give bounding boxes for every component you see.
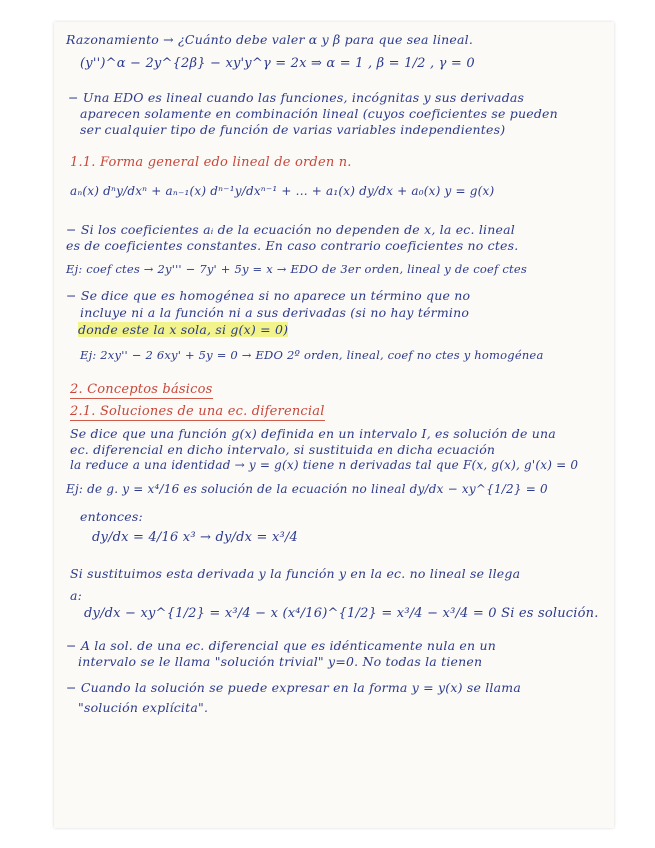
text-line: Se dice que una función g(x) definida en un intervalo I, es solución de una bbox=[70, 426, 556, 441]
text-line: incluye ni a la función ni a sus derivadas (si no hay término bbox=[80, 305, 470, 320]
equation-line: aₙ(x) dⁿy/dxⁿ + aₙ₋₁(x) dⁿ⁻¹y/dxⁿ⁻¹ + ... + a₁(x) dy/dx + a₀(x) y = g(x) bbox=[70, 184, 495, 198]
equation-line: dy/dx − xy^{1/2} = x³/4 − x (x⁴/16)^{1/2} = x³/4 − x³/4 = 0 Si es solución. bbox=[84, 606, 599, 621]
text-line: es de coeficientes constantes. En caso contrario coeficientes no ctes. bbox=[66, 238, 519, 253]
subsection-heading: 2.1. Soluciones de una ec. diferencial bbox=[70, 404, 325, 419]
section-heading: 1.1. Forma general edo lineal de orden n. bbox=[70, 155, 352, 170]
example-line: Ej: de g. y = x⁴/16 es solución de la ecuación no lineal dy/dx − xy^{1/2} = 0 bbox=[66, 482, 548, 496]
example-line: Ej: coef ctes → 2y''' − 7y' + 5y = x → EDO de 3er orden, lineal y de coef ctes bbox=[66, 262, 527, 276]
text-line: − Una EDO es lineal cuando las funciones, incógnitas y sus derivadas bbox=[68, 90, 525, 105]
example-line: Ej: 2xy'' − 2 6xy' + 5y = 0 → EDO 2º orden, lineal, coef no ctes y homogénea bbox=[80, 348, 544, 362]
text-line: − A la sol. de una ec. diferencial que es idénticamente nula en un bbox=[66, 638, 496, 653]
text-line: Si sustituimos esta derivada y la función y en la ec. no lineal se llega bbox=[70, 566, 521, 581]
text-line: entonces: bbox=[80, 509, 143, 524]
text-line: intervalo se le llama "solución trivial" y=0. No todas la tienen bbox=[78, 654, 483, 669]
text-line: − Si los coeficientes aᵢ de la ecuación no dependen de x, la ec. lineal bbox=[66, 222, 515, 237]
text-line: − Se dice que es homogénea si no aparece un término que no bbox=[66, 288, 471, 303]
text-line: la reduce a una identidad → y = g(x) tiene n derivadas tal que F(x, g(x), g'(x) = 0 bbox=[70, 458, 579, 472]
text-line: ser cualquier tipo de función de varias variables independientes) bbox=[80, 122, 506, 137]
text-line: a: bbox=[70, 588, 83, 603]
text-line: "solución explícita". bbox=[78, 700, 209, 715]
text-line: ec. diferencial en dicho intervalo, si sustituida en dicha ecuación bbox=[70, 442, 496, 457]
section-heading: 2. Conceptos básicos bbox=[70, 382, 213, 397]
text-line: Razonamiento → ¿Cuánto debe valer α y β para que sea lineal. bbox=[66, 32, 474, 47]
equation-line: dy/dx = 4/16 x³ → dy/dx = x³/4 bbox=[92, 530, 298, 545]
text-line: aparecen solamente en combinación lineal (cuyos coeficientes se pueden bbox=[80, 106, 558, 121]
highlighted-text: donde este la x sola, si g(x) = 0) bbox=[78, 322, 289, 337]
text-line: − Cuando la solución se puede expresar en la forma y = y(x) se llama bbox=[66, 680, 521, 695]
equation-line: (y'')^α − 2y^{2β} − xy'y^γ = 2x ⇒ α = 1 , β = 1/2 , γ = 0 bbox=[80, 56, 475, 71]
